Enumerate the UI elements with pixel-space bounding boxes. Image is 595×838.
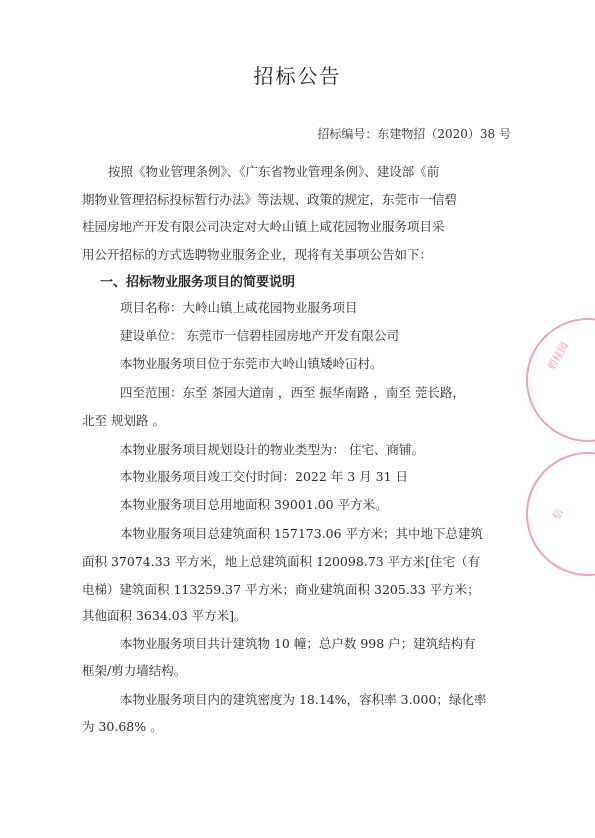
land-area: 本物业服务项目总用地面积 39001.00 平方米。 — [120, 497, 388, 512]
density-line-1: 本物业服务项目内的建筑密度为 18.14%，容积率 3.000；绿化率 — [120, 692, 487, 707]
building-area-line-2: 面积 37074.33 平方米，地上总建筑面积 120098.73 平方米[住宅（有 — [82, 554, 481, 569]
project-location: 本物业服务项目位于东莞市大岭山镇矮岭冚村。 — [120, 356, 383, 371]
stamp-text-2: 信 — [551, 507, 566, 522]
intro-line-4: 用公开招标的方式选聘物业服务企业，现将有关事项公告如下： — [82, 247, 433, 262]
construction-unit: 建设单位： 东莞市一信碧桂园房地产开发有限公司 — [120, 328, 399, 343]
property-type: 本物业服务项目规划设计的物业类型为： 住宅、商铺。 — [120, 442, 424, 457]
boundary-line-1: 四至范围：东至 茶园大道南 ，西至 振华南路 ，南至 莞长路， — [120, 385, 465, 400]
doc-number: 招标编号：东建物招（2020）38 号 — [317, 127, 511, 141]
building-count-line-1: 本物业服务项目共计建筑物 10 幢；总户数 998 户；建筑结构有 — [120, 636, 476, 651]
intro-line-2: 期物业管理招标投标暂行办法》等法规、政策的规定，东莞市一信碧 — [82, 192, 458, 207]
stamp-text-1: 碧桂园 — [546, 340, 571, 373]
section-heading-1: 一、招标物业服务项目的简要说明 — [100, 275, 296, 290]
boundary-line-2: 北至 规划路 。 — [82, 413, 165, 428]
intro-line-1: 按照《物业管理条例》、《广东省物业管理条例》、建设部《前 — [108, 164, 440, 179]
completion-date: 本物业服务项目竣工交付时间：2022 年 3 月 31 日 — [120, 469, 409, 484]
density-line-2: 为 30.68% 。 — [82, 719, 163, 734]
page-title: 招标公告 — [253, 64, 342, 88]
building-area-line-4: 其他面积 3634.03 平方米]。 — [82, 608, 247, 623]
building-area-line-1: 本物业服务项目总建筑面积 157173.06 平方米；其中地下总建筑 — [120, 526, 484, 541]
intro-line-3: 桂园房地产开发有限公司决定对大岭山镇上咸花园物业服务项目采 — [82, 219, 445, 234]
project-name: 项目名称：大岭山镇上咸花园物业服务项目 — [120, 300, 358, 315]
building-count-line-2: 框架/剪力墙结构。 — [82, 663, 187, 678]
building-area-line-3: 电梯）建筑面积 113259.37 平方米；商业建筑面积 3205.33 平方米； — [82, 582, 480, 597]
